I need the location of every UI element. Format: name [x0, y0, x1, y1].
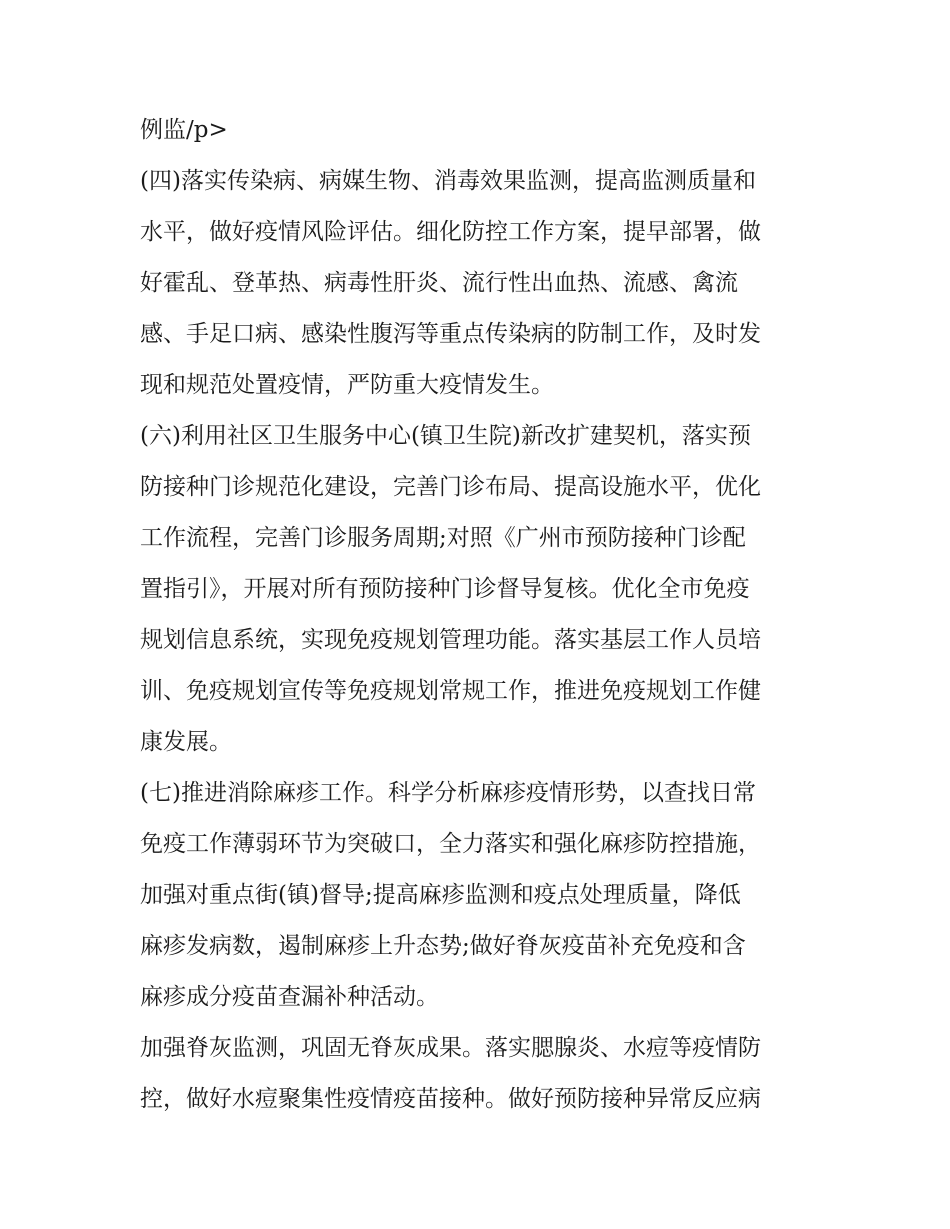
text-line: 加强脊灰监测，巩固无脊灰成果。落实腮腺炎、水痘等疫情防	[140, 1035, 761, 1061]
text-line: 免疫工作薄弱环节为突破口，全力落实和强化麻疹防控措施，	[140, 831, 761, 857]
text-line: 现和规范处置疫情，严防重大疫情发生。	[140, 372, 554, 398]
text-line: (七)推进消除麻疹工作。科学分析麻疹疫情形势，以查找日常	[140, 780, 756, 806]
text-line: 防接种门诊规范化建设，完善门诊布局、提高设施水平，优化	[140, 474, 761, 500]
document-body	[140, 105, 820, 1125]
text-line: (四)落实传染病、病媒生物、消毒效果监测，提高监测质量和	[140, 168, 756, 194]
text-line: 感、手足口病、感染性腹泻等重点传染病的防制工作，及时发	[140, 321, 761, 347]
text-line: 例监/p>	[140, 117, 228, 143]
text-line: 康发展。	[140, 729, 232, 755]
text-line: 水平，做好疫情风险评估。细化防控工作方案，提早部署，做	[140, 219, 761, 245]
text-line: 麻疹成分疫苗查漏补种活动。	[140, 984, 439, 1010]
text-line: 控，做好水痘聚集性疫情疫苗接种。做好预防接种异常反应病	[140, 1086, 761, 1112]
text-line: 麻疹发病数，遏制麻疹上升态势;做好脊灰疫苗补充免疫和含	[140, 933, 746, 959]
text-line: 工作流程，完善门诊服务周期;对照《广州市预防接种门诊配	[140, 525, 746, 551]
text-line: (六)利用社区卫生服务中心(镇卫生院)新改扩建契机，落实预	[140, 423, 751, 449]
text-line: 训、免疫规划宣传等免疫规划常规工作，推进免疫规划工作健	[140, 678, 761, 704]
text-line: 置指引》，开展对所有预防接种门诊督导复核。优化全市免疫	[140, 576, 750, 602]
text-line: 加强对重点街(镇)督导;提高麻疹监测和疫点处理质量，降低	[140, 882, 741, 908]
text-line: 好霍乱、登革热、病毒性肝炎、流行性出血热、流感、禽流	[140, 270, 738, 296]
text-line: 规划信息系统，实现免疫规划管理功能。落实基层工作人员培	[140, 627, 761, 653]
